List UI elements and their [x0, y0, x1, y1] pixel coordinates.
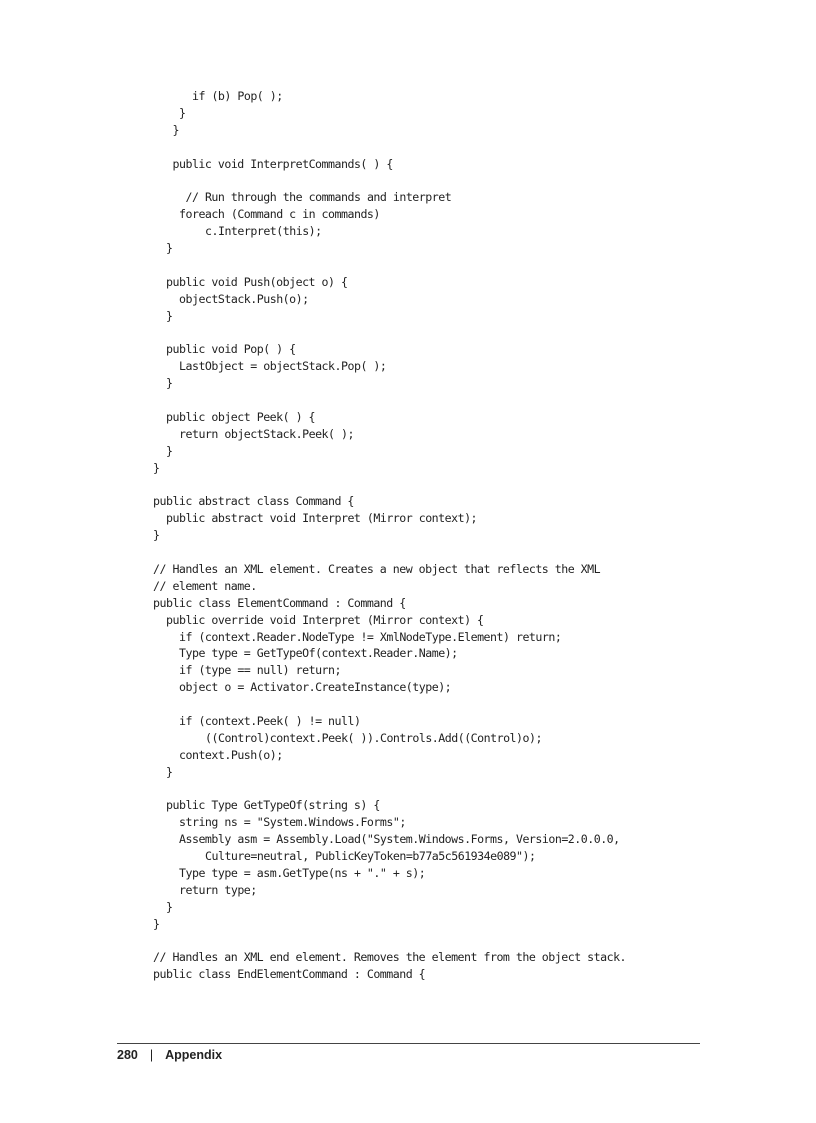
- code-line: }: [166, 241, 173, 256]
- code-line: c.Interpret(this);: [205, 224, 322, 239]
- code-line: }: [153, 528, 160, 543]
- code-line: if (context.Peek( ) != null): [179, 713, 361, 728]
- code-line: public void Pop( ) {: [166, 342, 296, 357]
- code-line: Assembly asm = Assembly.Load("System.Windows.Forms, Version=2.0.0.0,: [179, 832, 620, 847]
- code-line: LastObject = objectStack.Pop( );: [179, 359, 387, 374]
- code-line: context.Push(o);: [179, 747, 283, 762]
- code-line: }: [166, 308, 173, 323]
- code-line: public class ElementCommand : Command {: [153, 595, 406, 610]
- code-line: if (context.Reader.NodeType != XmlNodeType.Element) return;: [179, 629, 562, 644]
- code-line: [0, 781, 816, 798]
- code-line: objectStack.Push(o);: [179, 291, 309, 306]
- code-line: [0, 933, 816, 950]
- code-listing: [0, 88, 816, 983]
- code-line: object o = Activator.CreateInstance(type);: [179, 680, 452, 695]
- code-line: public void Push(object o) {: [166, 274, 348, 289]
- code-line: if (b) Pop( );: [192, 89, 283, 103]
- code-line: }: [166, 764, 173, 779]
- code-line: [0, 139, 816, 156]
- code-line: [0, 544, 816, 561]
- code-line: }: [166, 376, 173, 391]
- code-line: if (type == null) return;: [179, 663, 342, 678]
- code-line: foreach (Command c in commands): [179, 207, 380, 222]
- code-line: [0, 324, 816, 341]
- code-line: // Run through the commands and interpret: [185, 190, 452, 205]
- code-line: // element name.: [153, 578, 257, 593]
- code-line: // Handles an XML element. Creates a new object that reflects the XML: [153, 561, 601, 576]
- code-line: [0, 392, 816, 409]
- code-line: return objectStack.Peek( );: [179, 426, 354, 441]
- code-line: }: [153, 916, 160, 931]
- code-line: public class EndElementCommand : Command {: [153, 967, 426, 982]
- code-line: [0, 257, 816, 274]
- page-number: 280: [117, 1048, 138, 1062]
- code-line: // Handles an XML end element. Removes the element from the object stack.: [153, 950, 627, 965]
- code-line: public void InterpretCommands( ) {: [172, 156, 393, 171]
- footer-rule: [117, 1043, 700, 1044]
- code-line: Type type = GetTypeOf(context.Reader.Name);: [179, 646, 458, 661]
- section-title: Appendix: [165, 1048, 223, 1062]
- code-line: return type;: [179, 882, 257, 897]
- code-line: Culture=neutral, PublicKeyToken=b77a5c561934e089");: [205, 849, 536, 864]
- code-line: }: [166, 899, 173, 914]
- code-line: public abstract class Command {: [153, 494, 354, 509]
- page-footer: [117, 1046, 222, 1064]
- code-line: ((Control)context.Peek( )).Controls.Add((Control)o);: [205, 730, 542, 745]
- code-line: }: [166, 443, 173, 458]
- code-line: public abstract void Interpret (Mirror context);: [166, 511, 478, 526]
- code-line: [0, 172, 816, 189]
- code-line: string ns = "System.Windows.Forms";: [179, 815, 406, 830]
- code-line: Type type = asm.GetType(ns + "." + s);: [179, 865, 426, 880]
- code-line: public override void Interpret (Mirror context) {: [166, 612, 484, 627]
- code-line: }: [179, 105, 186, 120]
- code-line: }: [153, 460, 160, 475]
- code-line: }: [172, 122, 179, 137]
- code-line: public Type GetTypeOf(string s) {: [166, 798, 380, 813]
- footer-separator: |: [149, 1048, 154, 1062]
- code-line: [0, 696, 816, 713]
- code-line: [0, 476, 816, 493]
- code-line: public object Peek( ) {: [166, 409, 316, 424]
